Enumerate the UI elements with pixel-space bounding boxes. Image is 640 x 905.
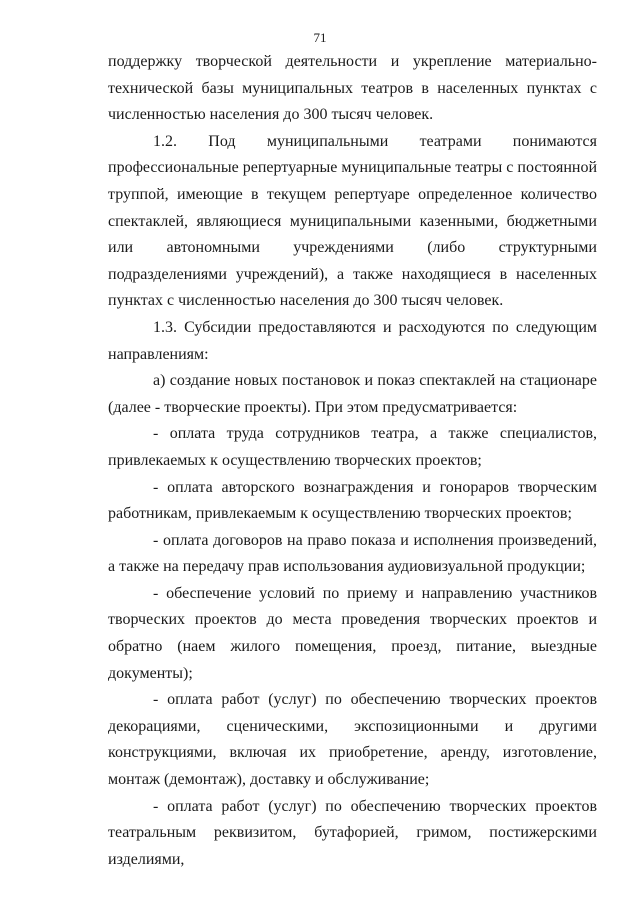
paragraph-item-a: а) создание новых постановок и показ спектаклей на стационаре (далее - творческие проекты). При этом предусматривается: xyxy=(108,372,597,416)
list-item-props-works: - оплата работ (услуг) по обеспечению творческих проектов театральным реквизитом, бутафорией, гримом, постижерскими изделиями, xyxy=(108,797,597,868)
paragraph-1-2-definition: 1.2. Под муниципальными театрами понимаются профессиональные репертуарные муниципальные театры с постоянной труппой, имеющие в текущем репертуаре определенное количество спектаклей, являющиеся муниципальными казенными, бюджетными или автономными учреждениями (либо структурными подразделениями учреждений), а также находящиеся в населенных пунктах с численностью населения до 300 тысяч человек. xyxy=(108,132,597,310)
list-item-performance-rights: - оплата договоров на право показа и исполнения произведений, а также на передачу прав использования аудиовизуальной продукции; xyxy=(108,531,597,576)
paragraph-intro-continuation: поддержку творческой деятельности и укрепление материально-технической базы муниципальных театров в населенных пунктах с численностью населения до 300 тысяч человек. xyxy=(108,53,597,124)
list-item-author-fees: - оплата авторского вознаграждения и гонораров творческим работникам, привлекаемым к осуществлению творческих проектов; xyxy=(108,478,597,523)
list-item-scenery-works: - оплата работ (услуг) по обеспечению творческих проектов декорациями, сценическими, экспозиционными и другими конструкциями, включая их приобретение, аренду, изготовление, монтаж (демонтаж), доставку и обслуживание; xyxy=(108,691,597,789)
page-number: 71 xyxy=(313,30,327,45)
document-body xyxy=(108,49,597,873)
list-item-participant-logistics: - обеспечение условий по приему и направлению участников творческих проектов до места проведения творческих проектов и обратно (наем жилого помещения, проезд, питание, выездные документы); xyxy=(108,584,597,682)
list-item-staff-pay: - оплата труда сотрудников театра, а также специалистов, привлекаемых к осуществлению творческих проектов; xyxy=(108,425,597,469)
paragraph-1-3-directions: 1.3. Субсидии предоставляются и расходуются по следующим направлениям: xyxy=(108,318,597,363)
